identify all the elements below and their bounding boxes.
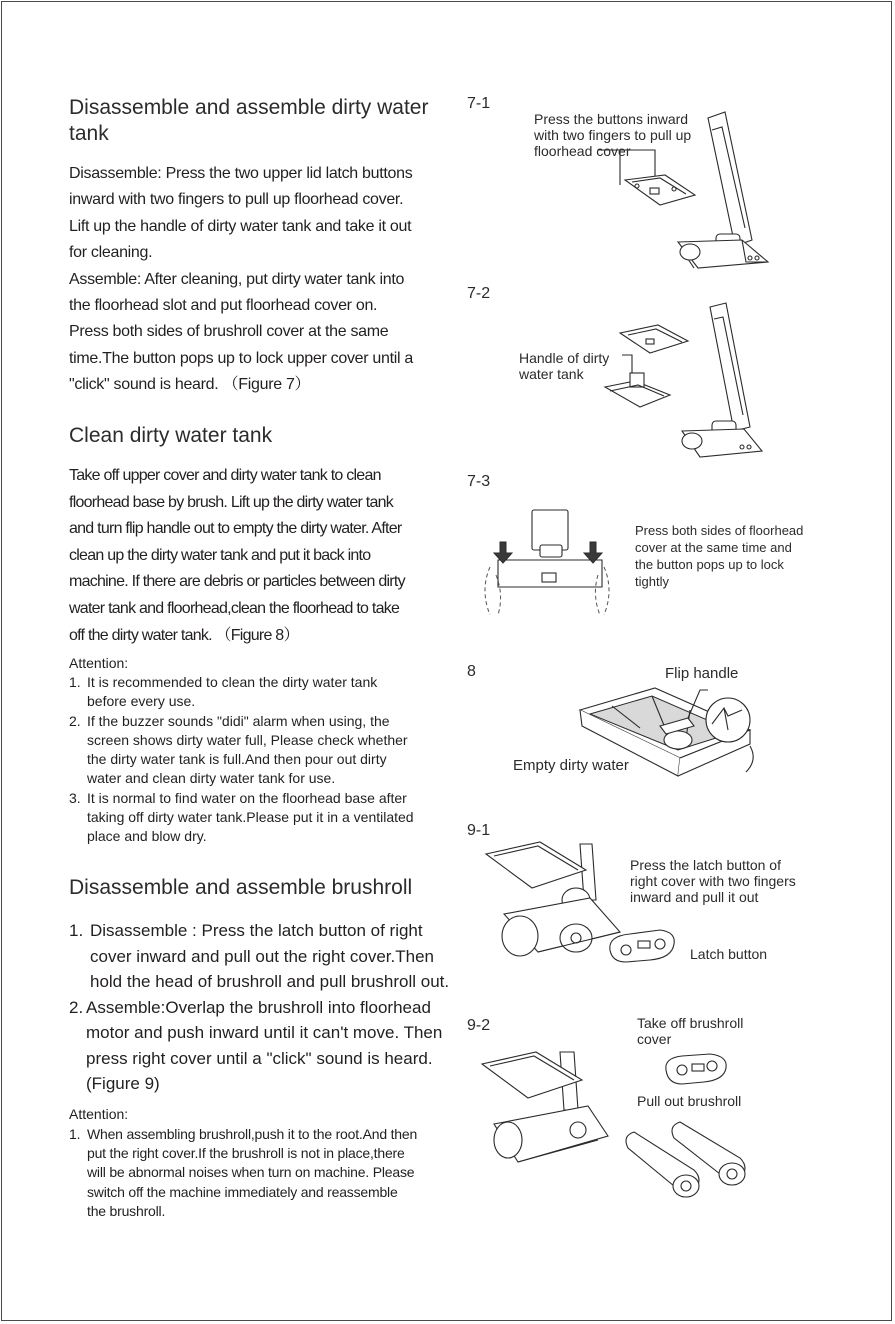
step-line: (Figure 9) bbox=[86, 1074, 160, 1093]
callout-empty-dirty-water: Empty dirty water bbox=[513, 757, 629, 774]
title-line: Disassemble and assemble dirty water bbox=[69, 96, 429, 119]
figure-7-3-illustration bbox=[480, 505, 620, 620]
attention-line: When assembling brushroll,push it to the root.And then bbox=[87, 1126, 418, 1142]
attention-item bbox=[69, 789, 454, 847]
step-line: Disassemble : Press the latch button of right bbox=[90, 921, 423, 940]
body-line: clean up the dirty water tank and put it back into bbox=[69, 546, 371, 564]
body-line: the floorhead slot and put floorhead cover on. bbox=[69, 297, 378, 315]
body-line: off the dirty water tank. （Figure 8） bbox=[69, 626, 299, 644]
attention-text bbox=[87, 712, 408, 789]
callout-line: the button pops up to lock bbox=[635, 557, 784, 572]
callout-line: floorhead cover bbox=[534, 143, 631, 159]
callout-line: inward and pull it out bbox=[630, 889, 759, 905]
callout-line: right cover with two fingers bbox=[630, 873, 796, 889]
attention-line: put the right cover.If the brushroll is not in place,there bbox=[87, 1145, 405, 1162]
callout-flip-handle: Flip handle bbox=[665, 665, 739, 682]
title-line: tank bbox=[69, 122, 109, 145]
body-line: inward with two fingers to pull up floorhead cover. bbox=[69, 191, 404, 209]
attention-item bbox=[69, 1125, 459, 1221]
callout-line: Press the buttons inward bbox=[534, 111, 689, 127]
section-title-clean-dirty-water-tank: Clean dirty water tank bbox=[69, 424, 273, 447]
attention-list bbox=[69, 1125, 459, 1221]
step-text bbox=[86, 995, 442, 1097]
attention-list bbox=[69, 673, 454, 847]
attention-text bbox=[87, 789, 414, 847]
attention-title: Attention: bbox=[69, 655, 129, 671]
attention-line: the brushroll. bbox=[87, 1202, 166, 1219]
attention-line: water and clean dirty water tank for use. bbox=[87, 770, 336, 787]
attention-line: the dirty water tank is full.And then pour out dirty bbox=[87, 751, 387, 768]
attention-line: before every use. bbox=[87, 693, 196, 710]
body-line: Take off upper cover and dirty water tank to clean bbox=[69, 467, 381, 484]
callout-line: Take off brushroll bbox=[637, 1015, 744, 1031]
attention-item bbox=[69, 673, 454, 712]
step-line: hold the head of brushroll and pull brushroll out. bbox=[90, 972, 450, 991]
figure-label: 7-1 bbox=[467, 95, 491, 112]
figure-label: 7-3 bbox=[467, 473, 491, 490]
attention-line: It is recommended to clean the dirty water tank bbox=[87, 674, 378, 690]
step-item bbox=[69, 995, 459, 1097]
figure-label: 7-2 bbox=[467, 285, 491, 302]
attention-text bbox=[87, 673, 377, 712]
body-line: Lift up the handle of dirty water tank and take it out bbox=[69, 217, 412, 235]
section-body-clean-dirty-water-tank bbox=[69, 463, 454, 649]
body-line: machine. If there are debris or particles between dirty bbox=[69, 573, 405, 591]
callout-line: cover at the same time and bbox=[635, 540, 792, 555]
attention-text bbox=[87, 1125, 417, 1221]
callout-line: tightly bbox=[635, 574, 669, 589]
section-title-brushroll: Disassemble and assemble brushroll bbox=[69, 876, 413, 899]
attention-num: 1. bbox=[69, 674, 81, 690]
body-line: water tank and floorhead,clean the floorhead to take bbox=[69, 599, 400, 617]
step-line: cover inward and pull out the right cover.Then bbox=[90, 946, 434, 966]
callout-line: Press both sides of floorhead bbox=[635, 523, 804, 538]
section-body-dirty-water-tank bbox=[69, 161, 454, 399]
step-line: motor and push inward until it can't move. Then bbox=[86, 1023, 443, 1042]
figure-9-1-illustration bbox=[480, 840, 695, 975]
callout-text bbox=[635, 522, 803, 590]
callout-line: Handle of dirty bbox=[519, 350, 610, 366]
body-line: Press both sides of brushroll cover at the same bbox=[69, 323, 389, 341]
attention-line: If the buzzer sounds "didi" alarm when using, the bbox=[87, 712, 390, 729]
attention-line: place and blow dry. bbox=[87, 828, 207, 845]
brushroll-steps bbox=[69, 918, 459, 1097]
callout-line: with two fingers to pull up bbox=[534, 127, 692, 143]
figure-label: 9-1 bbox=[467, 822, 491, 839]
figure-9-2-illustration bbox=[478, 1040, 778, 1200]
step-text bbox=[90, 918, 449, 995]
attention-item bbox=[69, 712, 454, 789]
attention-num: 3. bbox=[69, 789, 81, 806]
step-num: 2. bbox=[69, 997, 84, 1017]
attention-line: screen shows dirty water full, Please check whether bbox=[87, 731, 408, 748]
body-line: floorhead base by brush. Lift up the dirty water tank bbox=[69, 493, 394, 511]
callout-line: cover bbox=[637, 1031, 672, 1047]
attention-line: taking off dirty water tank.Please put it in a ventilated bbox=[87, 809, 414, 826]
body-line: for cleaning. bbox=[69, 244, 153, 262]
attention-num: 1. bbox=[69, 1126, 81, 1142]
callout-latch-button: Latch button bbox=[690, 946, 768, 962]
figure-7-1-illustration bbox=[460, 100, 790, 280]
attention-num: 2. bbox=[69, 712, 81, 729]
step-num: 1. bbox=[69, 921, 84, 940]
body-line: Disassemble: Press the two upper lid latch buttons bbox=[69, 165, 413, 182]
attention-line: will be abnormal noises when turn on machine. Please bbox=[87, 1164, 415, 1181]
figure-label: 9-2 bbox=[467, 1017, 491, 1034]
body-line: time.The button pops up to lock upper cover until a bbox=[69, 349, 414, 367]
figure-label: 8 bbox=[467, 663, 476, 680]
attention-title: Attention: bbox=[69, 1106, 129, 1122]
step-item bbox=[69, 918, 459, 995]
callout-line: water tank bbox=[519, 366, 584, 382]
figure-7-2-illustration bbox=[460, 295, 790, 465]
body-line: Assemble: After cleaning, put dirty water tank into bbox=[69, 270, 405, 288]
attention-line: It is normal to find water on the floorhead base after bbox=[87, 789, 407, 806]
section-title-dirty-water-tank bbox=[69, 95, 454, 147]
step-line: Assemble:Overlap the brushroll into floorhead bbox=[86, 997, 431, 1017]
body-line: "click" sound is heard. （Figure 7） bbox=[69, 376, 311, 394]
callout-line: Press the latch button of bbox=[630, 857, 781, 873]
body-line: and turn flip handle out to empty the dirty water. After bbox=[69, 520, 402, 538]
callout-pull-out-brushroll: Pull out brushroll bbox=[637, 1093, 742, 1109]
figure-8-illustration bbox=[560, 680, 770, 790]
attention-line: switch off the machine immediately and reassemble bbox=[87, 1183, 398, 1200]
step-line: press right cover until a "click" sound is heard. bbox=[86, 1048, 433, 1068]
